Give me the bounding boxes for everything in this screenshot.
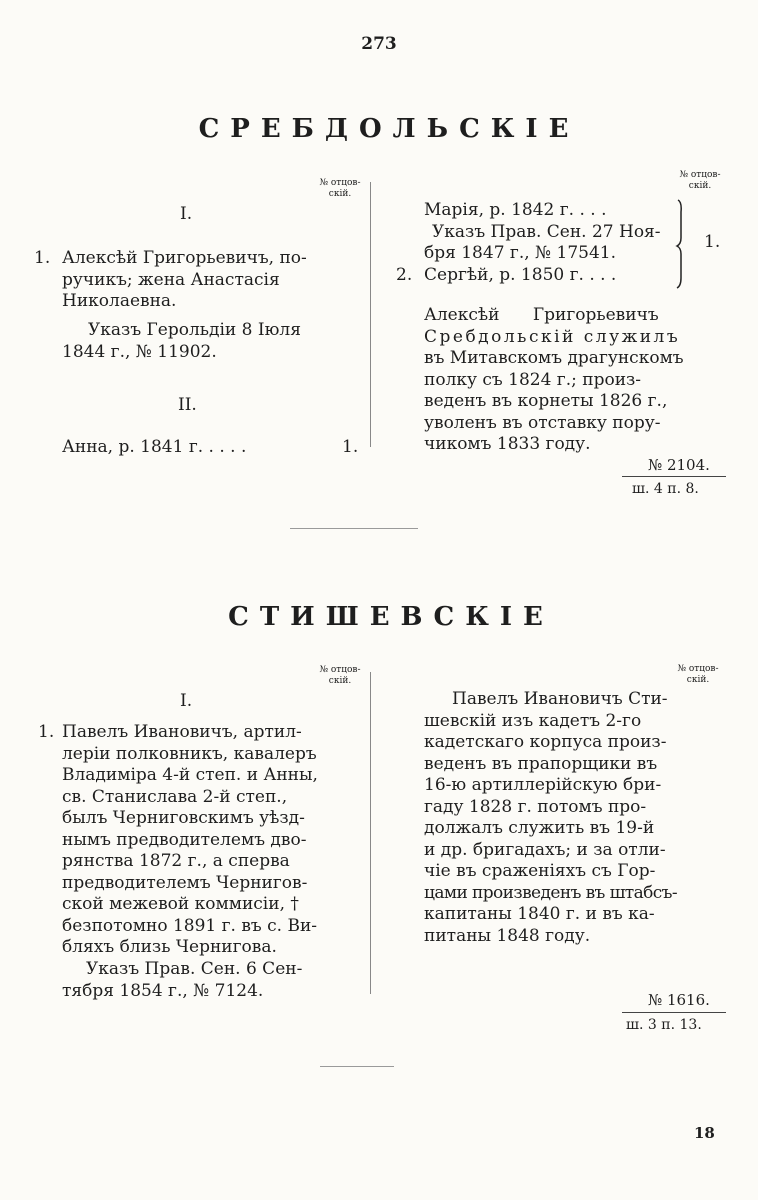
record-location: ш. 3 п. 13. <box>626 1017 702 1033</box>
child-entry: Сергѣй, р. 1850 г. . . . <box>424 265 617 285</box>
column-header-father-number: № отцов-скій. <box>319 665 361 686</box>
brace-bracket <box>674 198 686 290</box>
entry-number: 1. <box>38 722 55 742</box>
column-header-father-number: № отцов-скій. <box>319 178 361 199</box>
father-number: 1. <box>704 232 721 252</box>
child-entry: Анна, р. 1841 г. . . . . <box>62 437 247 457</box>
column-header-father-number: № отцов-скій. <box>677 664 719 685</box>
father-number: 1. <box>342 437 359 457</box>
entry-number: 1. <box>34 248 51 268</box>
entry-text: Павелъ Ивановичъ, артил- леріи полковникъ, кавалеръ Владиміра 4-й степ. и Анны, св. Станислава 2-й степ., былъ Черниговскимъ уѣзд- нымъ предводителемъ дво- рянства 1872 г., а сперва предводителемъ Чернигов- ской межевой коммисіи, † безпотомно 1891 г. въ с. Ви- бляхъ близь Чернигова. <box>62 722 318 957</box>
generation-heading: II. <box>178 395 197 415</box>
entry-number: 2. <box>396 265 413 285</box>
section-title-stishevskie: СТИШЕВСКІЕ <box>228 602 554 632</box>
column-rule <box>370 672 371 994</box>
page-number: 273 <box>361 34 397 54</box>
biography-text: Павелъ Ивановичъ Сти- шевскій изъ кадетъ 2-го кадетскаго корпуса произ- веденъ въ прапорщики въ 16-ю артиллерійскую бри- гаду 1828 г. потомъ про- должалъ служить въ 19-й и др. бригадахъ; и за отли- чіе въ сраженіяхъ съ Гор- цами произведенъ въ штабсъ- капитаны 1840 г. и въ ка- питаны 1848 году. <box>424 689 678 946</box>
section-divider <box>290 528 418 529</box>
generation-heading: I. <box>180 204 193 224</box>
biography-text: Алексѣй Григорьевичъ Сребдольскій служилъ въ Митавскомъ драгунскомъ полку съ 1824 г.; произ- веденъ въ корнеты 1826 г., уволенъ въ отставку пору- чикомъ 1833 году. <box>424 305 684 454</box>
record-divider <box>622 476 726 477</box>
column-rule <box>370 182 371 447</box>
section-title-srebdolskie: СРЕБДОЛЬСКІЕ <box>198 114 580 144</box>
record-divider <box>622 1012 726 1013</box>
record-number: № 2104. <box>648 456 710 474</box>
entry-text: Алексѣй Григорьевичъ, по- ручикъ; жена Анастасія Николаевна. <box>62 248 307 311</box>
record-number: № 1616. <box>648 991 710 1009</box>
section-divider <box>320 1066 394 1067</box>
decree-text: Указъ Прав. Сен. 6 Сен- тября 1854 г., № 7124. <box>62 959 303 1001</box>
generation-heading: I. <box>180 691 193 711</box>
child-entry: Марія, р. 1842 г. . . . Указъ Прав. Сен. 27 Ноя- бря 1847 г., № 17541. <box>424 200 661 263</box>
decree-text: Указъ Герольдіи 8 Іюля 1844 г., № 11902. <box>62 320 301 362</box>
signature-mark: 18 <box>694 1124 715 1142</box>
column-header-father-number: № отцов-скій. <box>679 170 721 191</box>
record-location: ш. 4 п. 8. <box>632 481 699 497</box>
